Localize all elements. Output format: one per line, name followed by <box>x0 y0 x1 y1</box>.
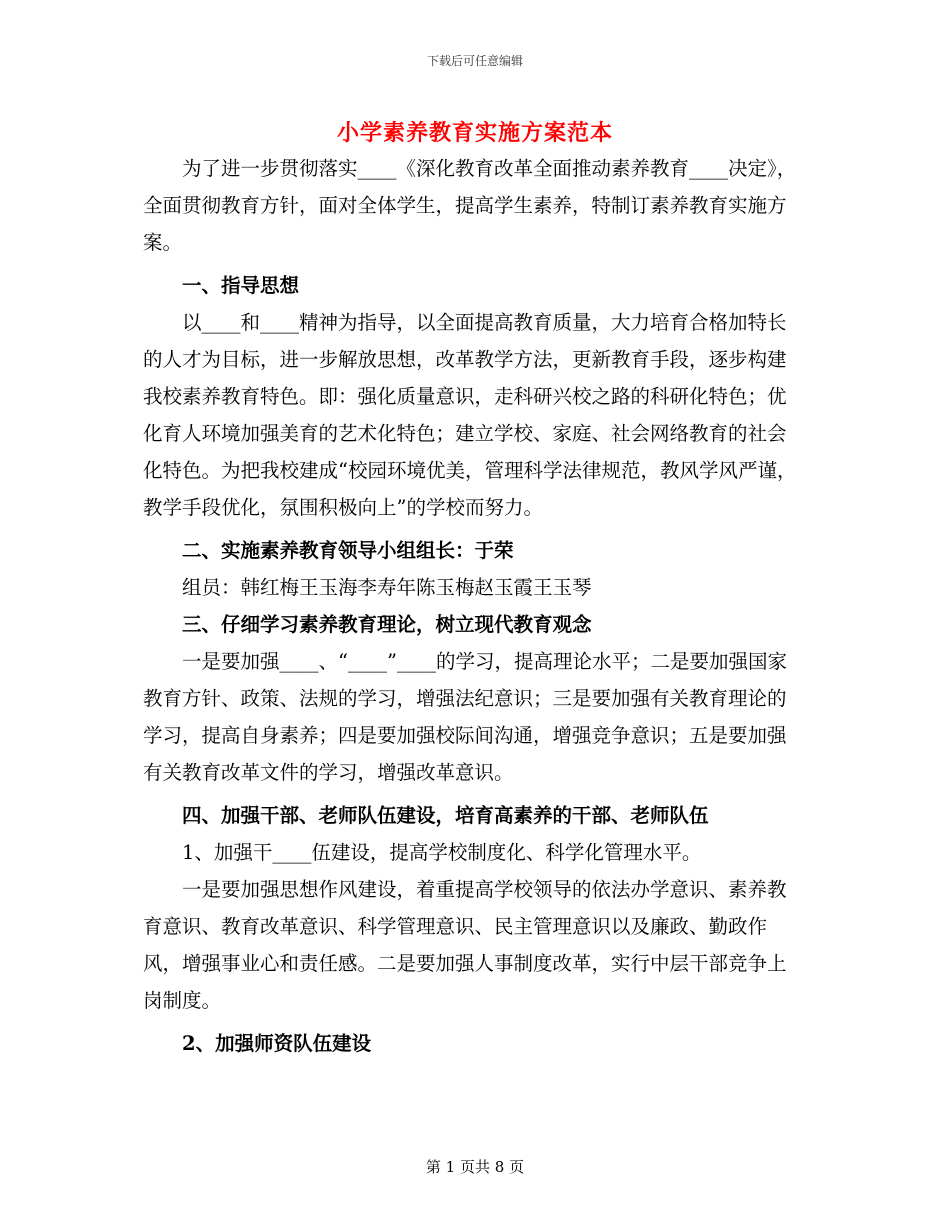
body-paragraph: 组员：韩红梅王玉海李寿年陈玉梅赵玉霞王玉琴 <box>182 576 592 599</box>
document-title: 小学素养教育实施方案范本 <box>336 120 613 146</box>
section-heading-3: 三、仔细学习素养教育理论，树立现代教育观念 <box>182 613 592 636</box>
body-paragraph: 以____和____精神为指导，以全面提高教育质量，大力培育合格加特长的人才为目标，进一步解放思想，改革教学方法，更新教育手段，逐步构建我校素养教育特色。即：强化质量意识，走科研兴校之路的科研化特色；优化育人环境加强美育的艺术化特色；建立学校、家庭、社会网络教育的社会化特色。为把我校建成“校园环境优美，管理科学法律规范，教风学风严谨，教学手段优化，氛围积极向上”的学校而努力。 <box>143 311 797 519</box>
section-heading-1: 一、指导思想 <box>182 274 300 297</box>
document-body <box>143 150 803 1062</box>
body-paragraph: 一是要加强____、“____”____的学习，提高理论水平；二是要加强国家教育方针、政策、法规的学习，增强法纪意识；三是要加强有关教育理论的学习，提高自身素养；四是要加强校际间沟通，增强竞争意识；五是要加强有关教育改革文件的学习，增强改革意识。 <box>143 650 787 784</box>
body-paragraph: 1、加强干____伍建设，提高学校制度化、科学化管理水平。 <box>182 841 702 864</box>
subsection-heading: 2、加强师资队伍建设 <box>182 1032 372 1055</box>
section-heading-4: 四、加强干部、老师队伍建设，培育高素养的干部、老师队伍 <box>182 804 709 827</box>
intro-paragraph: 为了进一步贯彻落实____《深化教育改革全面推动素养教育____决定》，全面贯彻教育方针，面对全体学生，提高学生素养，特制订素养教育实施方案。 <box>143 157 797 254</box>
section-heading-2: 二、实施素养教育领导小组组长：于荣 <box>182 539 514 562</box>
body-paragraph: 一是要加强思想作风建设，着重提高学校领导的依法办学意识、素养教育意识、教育改革意识、科学管理意识、民主管理意识以及廉政、勤政作风，增强事业心和责任感。二是要加强人事制度改革，实行中层干部竞争上岗制度。 <box>143 878 787 1012</box>
page-header-note: 下载后可任意编辑 <box>426 54 523 68</box>
page-number: 第 1 页共 8 页 <box>425 1158 525 1176</box>
